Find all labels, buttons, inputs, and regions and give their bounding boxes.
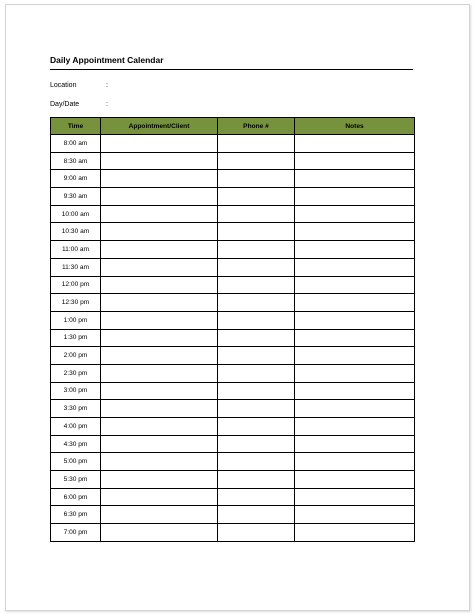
appointment-client-cell[interactable]: [101, 329, 218, 347]
phone-cell[interactable]: [218, 241, 295, 259]
time-cell: 11:00 am: [51, 241, 101, 259]
appointment-table: [50, 117, 415, 542]
notes-cell[interactable]: [295, 471, 415, 489]
time-cell: 5:00 pm: [51, 453, 101, 471]
table-row: [51, 524, 415, 542]
time-cell: 9:30 am: [51, 188, 101, 206]
appointment-client-cell[interactable]: [101, 382, 218, 400]
notes-cell[interactable]: [295, 364, 415, 382]
notes-cell[interactable]: [295, 205, 415, 223]
table-row: [51, 205, 415, 223]
time-cell: 9:00 am: [51, 170, 101, 188]
table-row: [51, 276, 415, 294]
notes-cell[interactable]: [295, 241, 415, 259]
table-row: [51, 364, 415, 382]
appointment-client-cell[interactable]: [101, 400, 218, 418]
notes-cell[interactable]: [295, 400, 415, 418]
time-cell: 6:30 pm: [51, 506, 101, 524]
table-row: [51, 488, 415, 506]
notes-cell[interactable]: [295, 506, 415, 524]
table-row: [51, 347, 415, 365]
appointment-client-cell[interactable]: [101, 135, 218, 153]
notes-cell[interactable]: [295, 152, 415, 170]
table-row: [51, 170, 415, 188]
phone-cell[interactable]: [218, 347, 295, 365]
notes-cell[interactable]: [295, 311, 415, 329]
appointment-client-cell[interactable]: [101, 364, 218, 382]
phone-cell[interactable]: [218, 223, 295, 241]
table-row: [51, 152, 415, 170]
time-cell: 8:00 am: [51, 135, 101, 153]
appointment-client-cell[interactable]: [101, 170, 218, 188]
phone-cell[interactable]: [218, 258, 295, 276]
notes-cell[interactable]: [295, 294, 415, 312]
phone-cell[interactable]: [218, 276, 295, 294]
appointment-client-cell[interactable]: [101, 258, 218, 276]
time-cell: 11:30 am: [51, 258, 101, 276]
notes-cell[interactable]: [295, 347, 415, 365]
time-cell: 12:30 pm: [51, 294, 101, 312]
notes-cell[interactable]: [295, 453, 415, 471]
appointment-client-cell[interactable]: [101, 471, 218, 489]
location-separator: :: [106, 82, 108, 89]
notes-cell[interactable]: [295, 524, 415, 542]
table-body: [51, 135, 415, 542]
phone-cell[interactable]: [218, 188, 295, 206]
time-cell: 4:30 pm: [51, 435, 101, 453]
phone-cell[interactable]: [218, 418, 295, 436]
notes-cell[interactable]: [295, 135, 415, 153]
notes-cell[interactable]: [295, 488, 415, 506]
time-cell: 10:30 am: [51, 223, 101, 241]
appointment-client-cell[interactable]: [101, 524, 218, 542]
time-cell: 6:00 pm: [51, 488, 101, 506]
notes-cell[interactable]: [295, 170, 415, 188]
time-cell: 3:30 pm: [51, 400, 101, 418]
table-row: [51, 294, 415, 312]
phone-cell[interactable]: [218, 524, 295, 542]
phone-cell[interactable]: [218, 152, 295, 170]
table-row: [51, 471, 415, 489]
appointment-client-cell[interactable]: [101, 488, 218, 506]
appointment-client-cell[interactable]: [101, 241, 218, 259]
table-row: [51, 223, 415, 241]
phone-cell[interactable]: [218, 453, 295, 471]
phone-cell[interactable]: [218, 488, 295, 506]
phone-cell[interactable]: [218, 294, 295, 312]
phone-cell[interactable]: [218, 435, 295, 453]
table-row: [51, 453, 415, 471]
phone-cell[interactable]: [218, 471, 295, 489]
time-cell: 2:00 pm: [51, 347, 101, 365]
time-cell: 4:00 pm: [51, 418, 101, 436]
appointment-client-cell[interactable]: [101, 276, 218, 294]
table-row: [51, 135, 415, 153]
notes-cell[interactable]: [295, 188, 415, 206]
time-cell: 12:00 pm: [51, 276, 101, 294]
notes-cell[interactable]: [295, 418, 415, 436]
column-header-phone: Phone #: [218, 118, 295, 135]
appointment-client-cell[interactable]: [101, 223, 218, 241]
phone-cell[interactable]: [218, 135, 295, 153]
phone-cell[interactable]: [218, 364, 295, 382]
notes-cell[interactable]: [295, 276, 415, 294]
time-cell: 8:30 am: [51, 152, 101, 170]
location-field: [50, 82, 108, 89]
time-cell: 1:30 pm: [51, 329, 101, 347]
appointment-client-cell[interactable]: [101, 506, 218, 524]
phone-cell[interactable]: [218, 382, 295, 400]
table-row: [51, 435, 415, 453]
appointment-client-cell[interactable]: [101, 294, 218, 312]
column-header-appointment-client: Appointment/Client: [101, 118, 218, 135]
appointment-client-cell[interactable]: [101, 347, 218, 365]
appointment-client-cell[interactable]: [101, 188, 218, 206]
notes-cell[interactable]: [295, 329, 415, 347]
appointment-client-cell[interactable]: [101, 205, 218, 223]
notes-cell[interactable]: [295, 435, 415, 453]
title-underline: [50, 69, 413, 70]
time-cell: 2:30 pm: [51, 364, 101, 382]
appointment-client-cell[interactable]: [101, 311, 218, 329]
time-cell: 10:00 am: [51, 205, 101, 223]
appointment-client-cell[interactable]: [101, 152, 218, 170]
location-label: Location: [50, 82, 77, 89]
phone-cell[interactable]: [218, 400, 295, 418]
phone-cell[interactable]: [218, 170, 295, 188]
table-row: [51, 311, 415, 329]
notes-cell[interactable]: [295, 258, 415, 276]
notes-cell[interactable]: [295, 382, 415, 400]
table-header-row: [51, 118, 415, 135]
document-title: Daily Appointment Calendar: [50, 55, 164, 65]
table-row: [51, 506, 415, 524]
table-row: [51, 258, 415, 276]
table-row: [51, 241, 415, 259]
table-row: [51, 329, 415, 347]
appointment-client-cell[interactable]: [101, 453, 218, 471]
table-row: [51, 418, 415, 436]
appointment-client-cell[interactable]: [101, 435, 218, 453]
day-date-separator: :: [106, 101, 108, 108]
appointment-client-cell[interactable]: [101, 418, 218, 436]
day-date-label: Day/Date: [50, 101, 80, 108]
column-header-notes: Notes: [295, 118, 415, 135]
phone-cell[interactable]: [218, 311, 295, 329]
day-date-field: [50, 101, 108, 108]
time-cell: 3:00 pm: [51, 382, 101, 400]
table-row: [51, 400, 415, 418]
time-cell: 5:30 pm: [51, 471, 101, 489]
notes-cell[interactable]: [295, 223, 415, 241]
table-row: [51, 382, 415, 400]
time-cell: 7:00 pm: [51, 524, 101, 542]
phone-cell[interactable]: [218, 506, 295, 524]
table-row: [51, 188, 415, 206]
time-cell: 1:00 pm: [51, 311, 101, 329]
phone-cell[interactable]: [218, 205, 295, 223]
column-header-time: Time: [51, 118, 101, 135]
phone-cell[interactable]: [218, 329, 295, 347]
